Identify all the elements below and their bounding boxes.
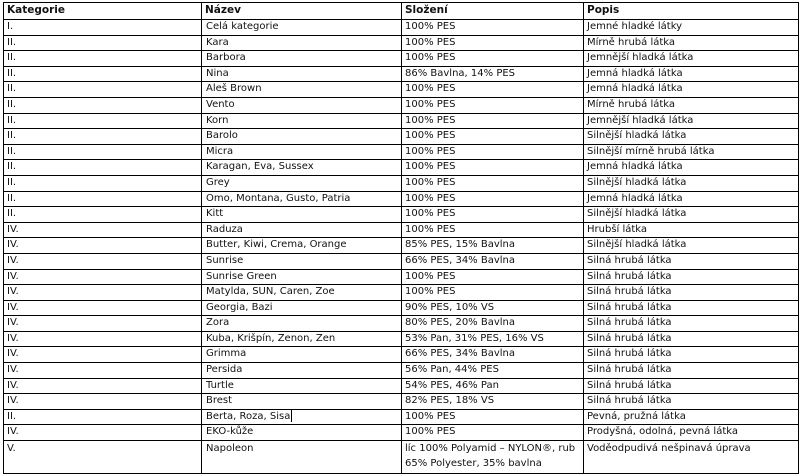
cell-slozeni[interactable]: 54% PES, 46% Pan (402, 378, 584, 394)
cell-slozeni[interactable]: 66% PES, 34% Bavlna (402, 253, 584, 269)
table-row (4, 97, 799, 113)
cell-nazev[interactable]: Sunrise Green (202, 269, 402, 285)
cell-kategorie[interactable]: IV. (4, 222, 202, 238)
cell-kategorie[interactable]: IV. (4, 253, 202, 269)
cell-popis[interactable]: Pevná, pružná látka (584, 409, 799, 425)
cell-slozeni[interactable]: 100% PES (402, 97, 584, 113)
cell-popis[interactable]: Silná hrubá látka (584, 347, 799, 363)
cell-kategorie[interactable]: IV. (4, 394, 202, 410)
table-row (4, 285, 799, 301)
cell-slozeni[interactable]: 100% PES (402, 20, 584, 36)
cell-kategorie[interactable]: II. (4, 35, 202, 51)
cell-popis[interactable]: Silnější hladká látka (584, 129, 799, 145)
table-row (4, 394, 799, 410)
table-row (4, 441, 799, 474)
table-row (4, 253, 799, 269)
cell-popis[interactable]: Silná hrubá látka (584, 363, 799, 379)
header-kategorie: Kategorie (4, 3, 202, 20)
table-row (4, 238, 799, 254)
cell-popis[interactable]: Jemná hladká látka (584, 160, 799, 176)
cell-popis[interactable]: Silná hrubá látka (584, 394, 799, 410)
cell-nazev[interactable]: Georgia, Bazi (202, 300, 402, 316)
cell-nazev[interactable]: Turtle (202, 378, 402, 394)
cell-slozeni[interactable]: 85% PES, 15% Bavlna (402, 238, 584, 254)
cell-popis[interactable]: Hrubší látka (584, 222, 799, 238)
cell-slozeni[interactable]: 100% PES (402, 35, 584, 51)
cell-nazev[interactable]: Napoleon (202, 441, 402, 474)
cell-popis[interactable]: Jemné hladké látky (584, 20, 799, 36)
cell-kategorie[interactable]: IV. (4, 238, 202, 254)
table-row (4, 82, 799, 98)
cell-popis[interactable]: Silná hrubá látka (584, 316, 799, 332)
cell-slozeni[interactable]: 56% Pan, 44% PES (402, 363, 584, 379)
header-popis: Popis (584, 3, 799, 20)
cell-popis[interactable]: Mírně hrubá látka (584, 35, 799, 51)
table-row (4, 160, 799, 176)
cell-slozeni[interactable]: 82% PES, 18% VS (402, 394, 584, 410)
cell-kategorie[interactable]: II. (4, 113, 202, 129)
table-row (4, 207, 799, 223)
cell-kategorie[interactable]: I. (4, 20, 202, 36)
cell-slozeni[interactable]: 100% PES (402, 409, 584, 425)
cell-nazev[interactable]: Berta, Roza, Sisa (202, 409, 402, 425)
cell-slozeni[interactable]: 100% PES (402, 51, 584, 67)
cell-slozeni[interactable]: 100% PES (402, 160, 584, 176)
cell-popis[interactable]: Silnější hladká látka (584, 175, 799, 191)
cell-nazev[interactable]: Butter, Kiwi, Crema, Orange (202, 238, 402, 254)
cell-slozeni[interactable]: 80% PES, 20% Bavlna (402, 316, 584, 332)
cell-nazev[interactable]: Barolo (202, 129, 402, 145)
cell-slozeni[interactable]: líc 100% Polyamid – NYLON®, rub 65% Polyester, 35% bavlna (402, 441, 584, 474)
cell-nazev[interactable]: Zora (202, 316, 402, 332)
cell-kategorie[interactable]: II. (4, 51, 202, 67)
cell-slozeni[interactable]: 100% PES (402, 129, 584, 145)
cell-kategorie[interactable]: IV. (4, 347, 202, 363)
cell-slozeni[interactable]: 100% PES (402, 175, 584, 191)
cell-kategorie[interactable]: IV. (4, 285, 202, 301)
cell-nazev[interactable]: Grey (202, 175, 402, 191)
table-row (4, 20, 799, 36)
table-row (4, 129, 799, 145)
cell-popis[interactable]: Prodyšná, odolná, pevná látka (584, 425, 799, 441)
cell-nazev[interactable]: Brest (202, 394, 402, 410)
cell-slozeni[interactable]: 100% PES (402, 285, 584, 301)
table-row (4, 222, 799, 238)
header-row (4, 3, 799, 20)
cell-nazev[interactable]: Vento (202, 97, 402, 113)
cell-popis[interactable]: Jemnější hladká látka (584, 51, 799, 67)
cell-popis[interactable]: Jemná hladká látka (584, 82, 799, 98)
cell-slozeni[interactable]: 100% PES (402, 269, 584, 285)
cell-nazev[interactable]: Omo, Montana, Gusto, Patria (202, 191, 402, 207)
table-row (4, 363, 799, 379)
cell-popis[interactable]: Silná hrubá látka (584, 285, 799, 301)
cell-kategorie[interactable]: II. (4, 129, 202, 145)
cell-slozeni[interactable]: 90% PES, 10% VS (402, 300, 584, 316)
table-row (4, 300, 799, 316)
cell-popis[interactable]: Jemnější hladká látka (584, 113, 799, 129)
cell-nazev[interactable]: Aleš Brown (202, 82, 402, 98)
table-body (4, 20, 799, 474)
cell-nazev[interactable]: Barbora (202, 51, 402, 67)
cell-nazev[interactable]: Kitt (202, 207, 402, 223)
header-nazev: Název (202, 3, 402, 20)
table-row (4, 269, 799, 285)
cell-popis[interactable]: Silnější mírně hrubá látka (584, 144, 799, 160)
cell-popis[interactable]: Silná hrubá látka (584, 331, 799, 347)
header-slozeni: Složení (402, 3, 584, 20)
table-row (4, 35, 799, 51)
cell-slozeni[interactable]: 86% Bavlna, 14% PES (402, 66, 584, 82)
cell-popis[interactable]: Silná hrubá látka (584, 378, 799, 394)
cell-slozeni[interactable]: 100% PES (402, 207, 584, 223)
cell-kategorie[interactable]: II. (4, 160, 202, 176)
cell-popis[interactable]: Jemná hladká látka (584, 191, 799, 207)
cell-nazev[interactable]: Raduza (202, 222, 402, 238)
cell-nazev[interactable]: Sunrise (202, 253, 402, 269)
cell-nazev[interactable]: EKO-kůže (202, 425, 402, 441)
cell-slozeni[interactable]: 100% PES (402, 222, 584, 238)
cell-slozeni[interactable]: 53% Pan, 31% PES, 16% VS (402, 331, 584, 347)
cell-nazev[interactable]: Korn (202, 113, 402, 129)
cell-nazev[interactable]: Micra (202, 144, 402, 160)
cell-popis[interactable]: Mírně hrubá látka (584, 97, 799, 113)
cell-kategorie[interactable]: II. (4, 97, 202, 113)
cell-popis[interactable]: Silnější hladká látka (584, 207, 799, 223)
cell-kategorie[interactable]: IV. (4, 378, 202, 394)
table-row (4, 113, 799, 129)
table-row (4, 331, 799, 347)
cell-nazev[interactable]: Celá kategorie (202, 20, 402, 36)
cell-kategorie[interactable]: II. (4, 409, 202, 425)
table-row (4, 316, 799, 332)
cell-kategorie[interactable]: II. (4, 191, 202, 207)
fabric-table (3, 2, 799, 474)
cell-nazev[interactable]: Nina (202, 66, 402, 82)
table-row (4, 66, 799, 82)
cell-nazev[interactable]: Kara (202, 35, 402, 51)
table-row (4, 347, 799, 363)
cell-kategorie[interactable]: IV. (4, 363, 202, 379)
cell-nazev[interactable]: Karagan, Eva, Sussex (202, 160, 402, 176)
cell-popis[interactable]: Voděodpudivá nešpinavá úprava (584, 441, 799, 474)
cell-popis[interactable]: Silnější hladká látka (584, 238, 799, 254)
cell-slozeni[interactable]: 100% PES (402, 191, 584, 207)
cell-popis[interactable]: Jemná hladká látka (584, 66, 799, 82)
cell-nazev[interactable]: Matylda, SUN, Caren, Zoe (202, 285, 402, 301)
cell-nazev[interactable]: Grimma (202, 347, 402, 363)
cell-kategorie[interactable]: IV. (4, 300, 202, 316)
cell-kategorie[interactable]: II. (4, 144, 202, 160)
cell-nazev[interactable]: Persida (202, 363, 402, 379)
cell-kategorie[interactable]: II. (4, 82, 202, 98)
cell-nazev[interactable]: Kuba, Krišpín, Zenon, Zen (202, 331, 402, 347)
cell-kategorie[interactable]: II. (4, 207, 202, 223)
table-row (4, 409, 799, 425)
text-cursor (291, 410, 292, 422)
cell-slozeni[interactable]: 66% PES, 34% Bavlna (402, 347, 584, 363)
cell-kategorie[interactable]: II. (4, 175, 202, 191)
cell-slozeni[interactable]: 100% PES (402, 82, 584, 98)
cell-kategorie[interactable]: IV. (4, 331, 202, 347)
cell-slozeni[interactable]: 100% PES (402, 144, 584, 160)
cell-kategorie[interactable]: V. (4, 441, 202, 474)
table-row (4, 191, 799, 207)
cell-popis[interactable]: Silná hrubá látka (584, 253, 799, 269)
cell-popis[interactable]: Silná hrubá látka (584, 300, 799, 316)
table-row (4, 378, 799, 394)
table-row (4, 425, 799, 441)
table-row (4, 51, 799, 67)
cell-slozeni[interactable]: 100% PES (402, 425, 584, 441)
cell-popis[interactable]: Silná hrubá látka (584, 269, 799, 285)
cell-kategorie[interactable]: IV. (4, 269, 202, 285)
table-row (4, 144, 799, 160)
table-row (4, 175, 799, 191)
cell-kategorie[interactable]: II. (4, 66, 202, 82)
cell-slozeni[interactable]: 100% PES (402, 113, 584, 129)
cell-kategorie[interactable]: IV. (4, 425, 202, 441)
cell-kategorie[interactable]: IV. (4, 316, 202, 332)
